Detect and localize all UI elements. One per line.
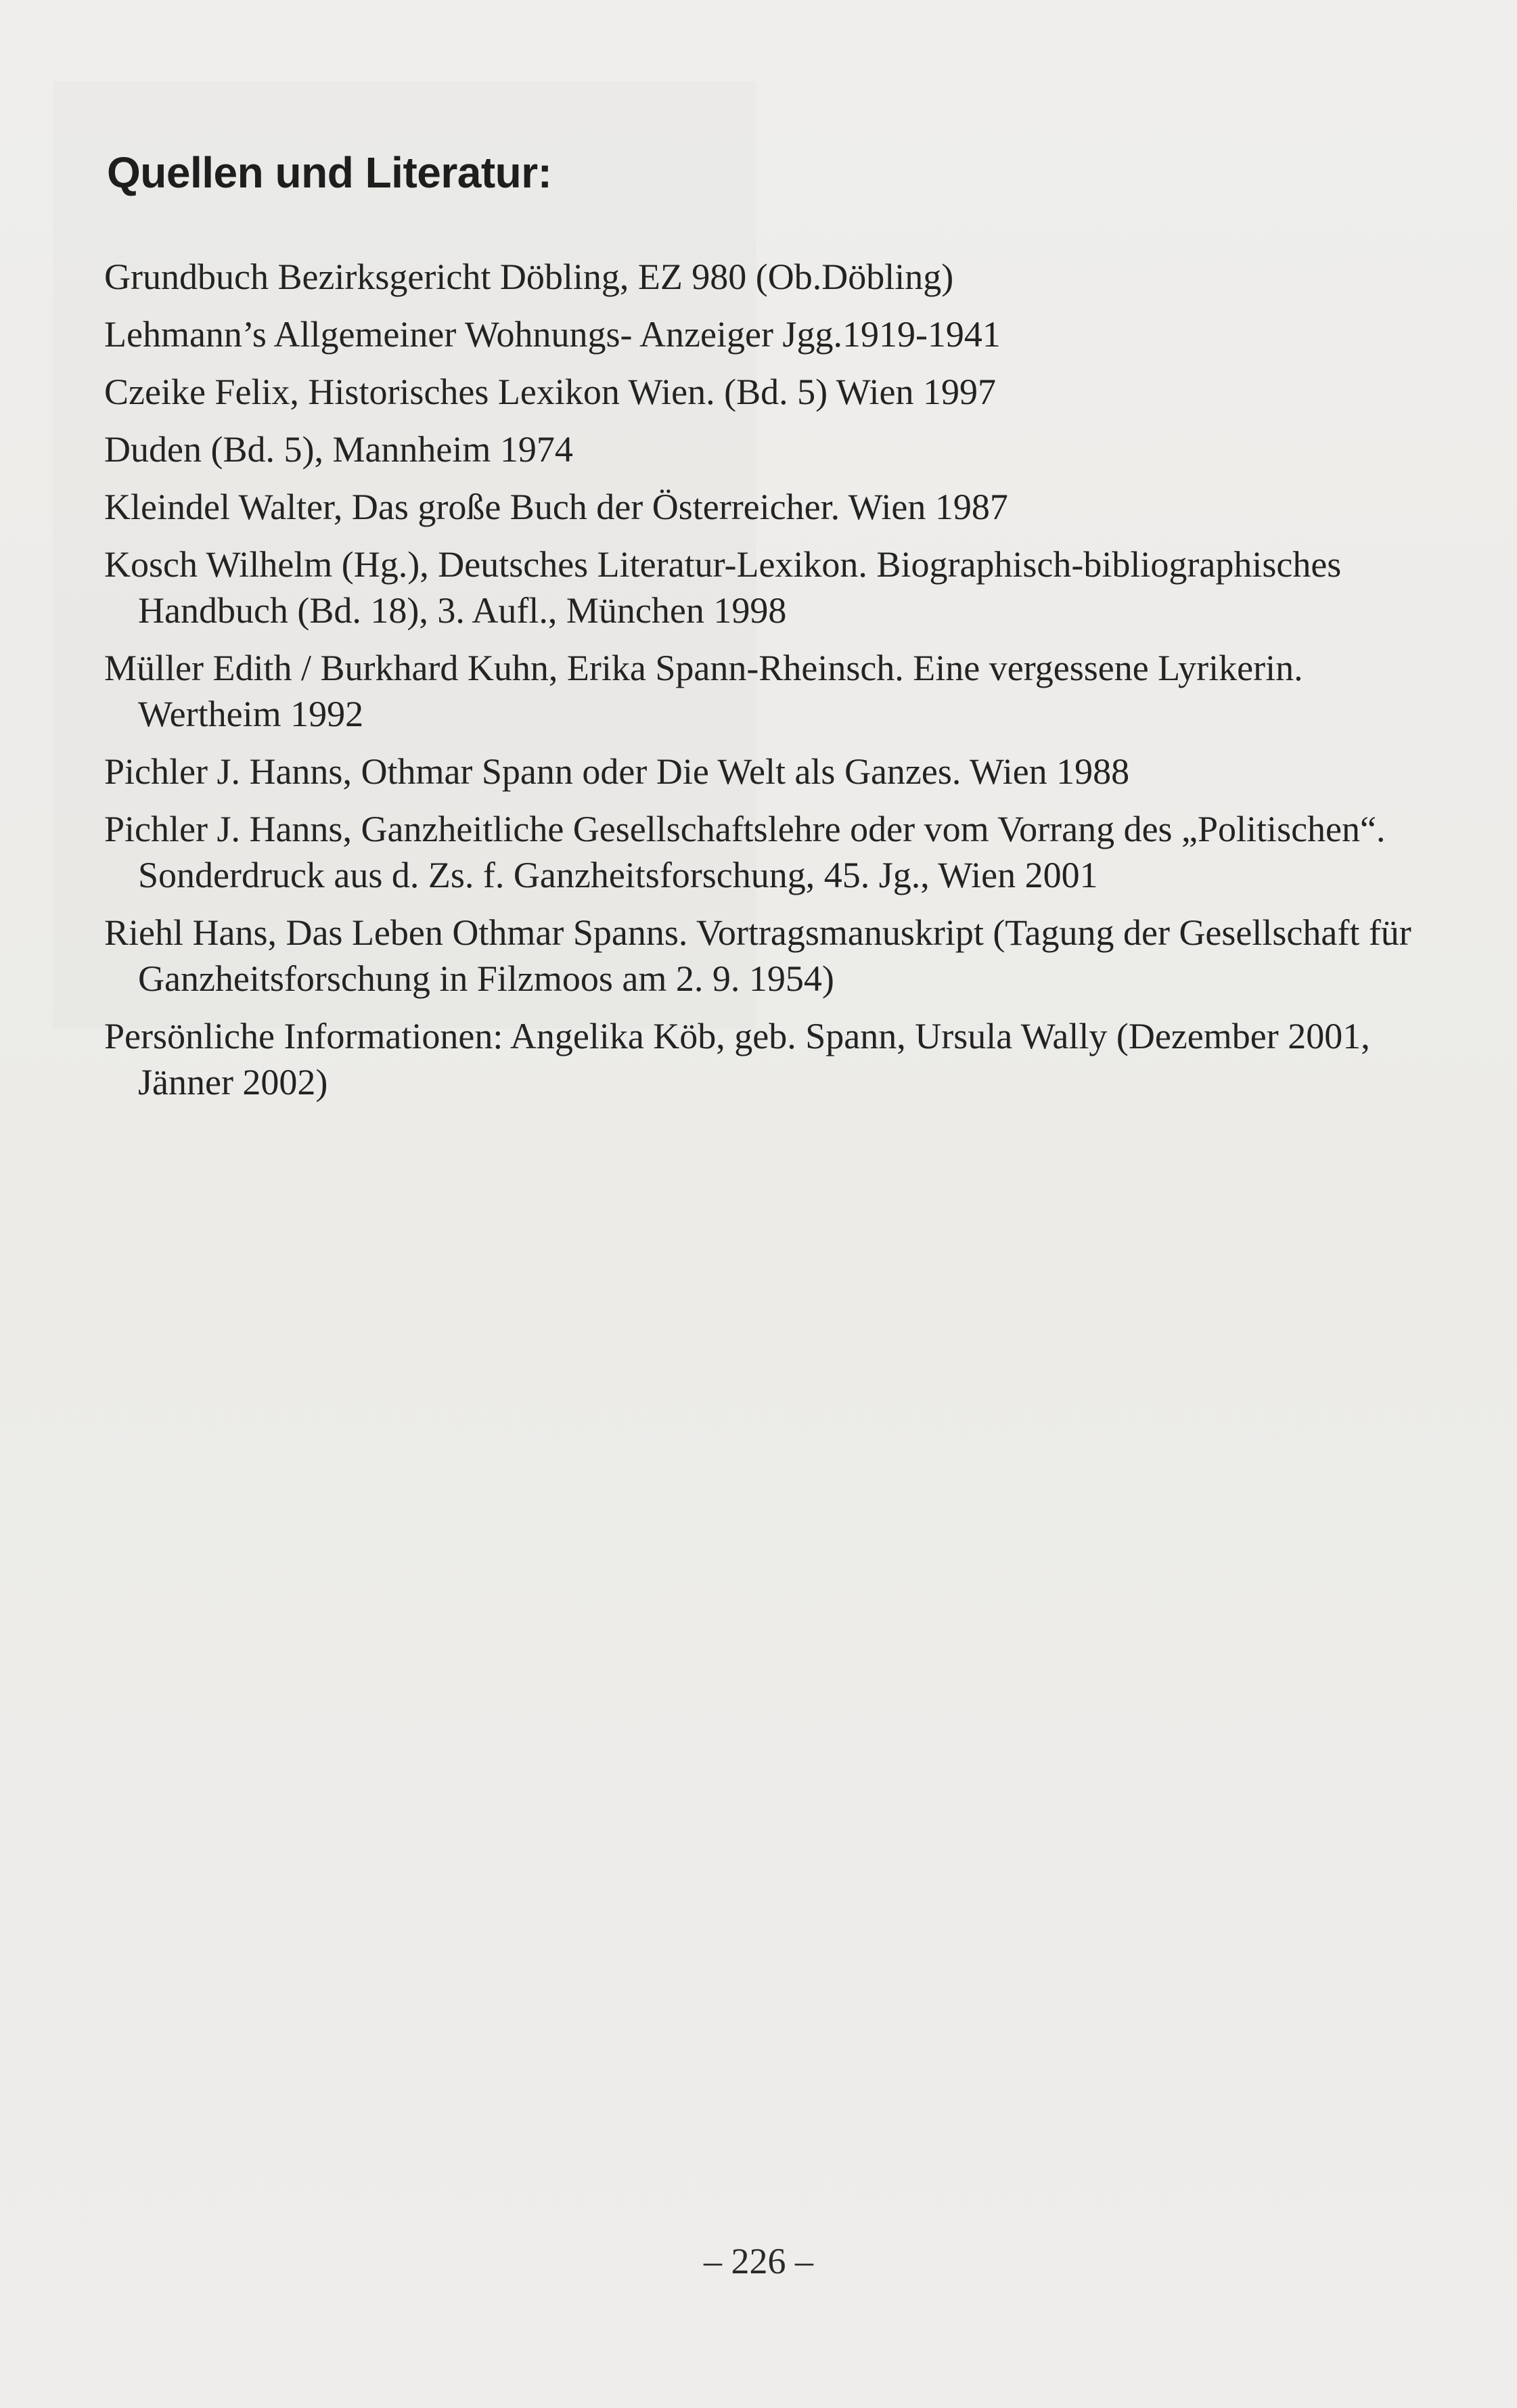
reference-item: Kosch Wilhelm (Hg.), Deutsches Literatur-Lexikon. Biographisch-bibliographisches Handbuch (Bd. 18), 3. Aufl., München 1998: [104, 544, 1342, 631]
reference-item: Czeike Felix, Historisches Lexikon Wien. (Bd. 5) Wien 1997: [104, 372, 996, 412]
reference-item: Pichler J. Hanns, Othmar Spann oder Die Welt als Ganzes. Wien 1988: [104, 751, 1130, 792]
reference-item: Riehl Hans, Das Leben Othmar Spanns. Vortragsmanuskript (Tagung der Gesellschaft für Ganzheitsforschung in Filzmoos am 2. 9. 1954): [104, 912, 1411, 999]
section-heading: Quellen und Literatur:: [107, 148, 552, 197]
reference-item: Lehmann’s Allgemeiner Wohnungs- Anzeiger Jgg.1919-1941: [104, 314, 1001, 355]
reference-item: Duden (Bd. 5), Mannheim 1974: [104, 429, 573, 470]
reference-item: Müller Edith / Burkhard Kuhn, Erika Spann-Rheinsch. Eine vergessene Lyrikerin. Wertheim 1992: [104, 648, 1303, 734]
reference-item: Grundbuch Bezirksgericht Döbling, EZ 980 (Ob.Döbling): [104, 257, 954, 297]
reference-item: Kleindel Walter, Das große Buch der Österreicher. Wien 1987: [104, 487, 1008, 527]
reference-item: Pichler J. Hanns, Ganzheitliche Gesellschaftslehre oder vom Vorrang des „Politischen“. Sonderdruck aus d. Zs. f. Ganzheitsforschung, 45. Jg., Wien 2001: [104, 809, 1386, 895]
reference-list: [104, 254, 1451, 1117]
reference-item: Persönliche Informationen: Angelika Köb, geb. Spann, Ursula Wally (Dezember 2001, Jänner 2002): [104, 1016, 1370, 1102]
page-number: – 226 –: [704, 2241, 813, 2281]
